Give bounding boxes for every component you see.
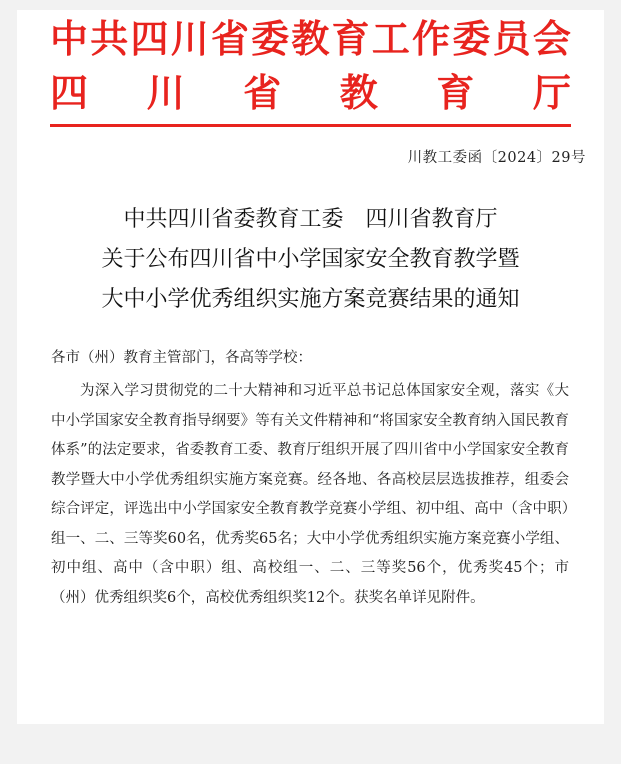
header-char: 育 [436,70,475,115]
header-char: 作 [412,16,451,61]
header-char: 工 [371,16,410,61]
issuer-header-line2 [50,72,571,114]
header-char: 共 [90,16,129,61]
title-line2: 关于公布四川省中小学国家安全教育教学暨 [101,247,520,272]
header-char: 四 [130,16,169,61]
addressee: 各市（州）教育主管部门，各高等学校： [51,350,312,366]
title-line1: 中共四川省委教育工委 四川省教育厅 [123,207,498,232]
header-char: 省 [243,70,282,115]
header-char: 中 [50,16,89,61]
body-text [51,377,569,613]
header-char: 员 [492,16,531,61]
header-char: 川 [146,70,185,115]
header-char: 川 [170,16,209,61]
issuer-header-line1 [50,18,571,60]
header-char: 厅 [532,70,571,115]
header-char: 委 [251,16,290,61]
header-char: 省 [210,16,249,61]
header-char: 四 [50,70,89,115]
header-char: 教 [339,70,378,115]
body-paragraph: 为深入学习贯彻党的二十大精神和习近平总书记总体国家安全观，落实《大中小学国家安全教育指导纲要》等有关文件精神和“将国家安全教育纳入国民教育体系”的法定要求，省委教育工委、教育厅组织开展了四川省中小学国家安全教育教学暨大中小学优秀组织实施方案竞赛。经各地、各高校层层选拔推荐，组委会综合评定，评选出中小学国家安全教育教学竞赛小学组、初中组、高中（含中职）组一、二、三等奖60名，优秀奖65名；大中小学优秀组织实施方案竞赛小学组、初中组、高中（含中职）组、高校组一、二、三等奖56个，优秀奖45个；市（州）优秀组织奖6个，高校优秀组织奖12个。获奖名单详见附件。 [51,383,569,606]
header-char: 教 [291,16,330,61]
document-number: 川教工委函〔2024〕29号 [407,150,586,166]
document-page [17,10,604,724]
header-char: 会 [532,16,571,61]
header-char: 育 [331,16,370,61]
title-line3: 大中小学优秀组织实施方案竞赛结果的通知 [101,287,520,312]
header-divider [50,124,571,127]
header-char: 委 [452,16,491,61]
